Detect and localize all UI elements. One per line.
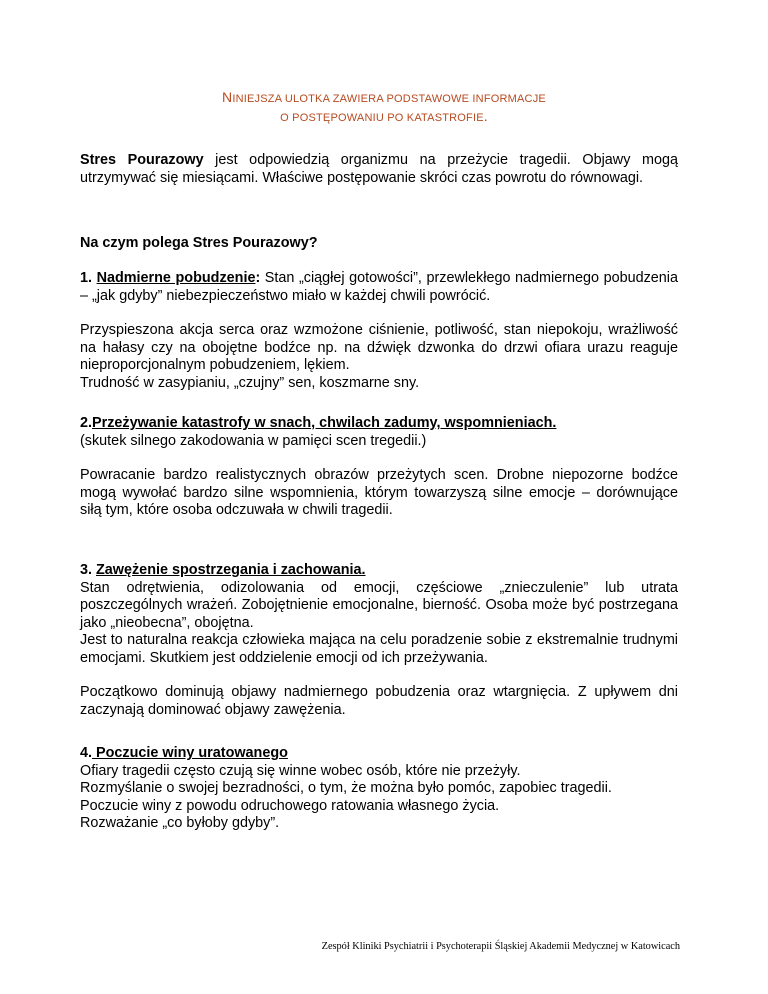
- section-3-explanation: Jest to naturalna reakcja człowieka mająca na celu poradzenie sobie z ekstremalnie trudnymi emocjami. Skutkiem jest oddzielenie emocji od ich przeżywania.: [80, 632, 678, 666]
- intro-paragraph: Stres Pourazowy jest odpowiedzią organizmu na przeżycie tragedii. Objawy mogą utrzymywać się miesiącami. Właściwe postępowanie skróci czas powrotu do równowagi.: [80, 152, 678, 186]
- section-1-heading: Nadmierne pobudzenie: [96, 270, 256, 286]
- section-1: 1. Nadmierne pobudzenie: Stan „ciągłej gotowości”, przewlekłego nadmiernego pobudzenia – „jak gdyby” niebezpieczeństwo miało w każdej chwili powrócić.: [80, 270, 678, 304]
- section-2-details: Powracanie bardzo realistycznych obrazów przeżytych scen. Drobne niepozorne bodźce mogą wywołać bardzo silne wspomnienia, którym towarzyszą silne emocje – dorównujące siłą tym, które osoba odczuwała w chwili tragedii.: [80, 467, 678, 518]
- section-3-heading: Zawężenie spostrzegania i zachowania.: [96, 562, 366, 578]
- section-1-details: Przyspieszona akcja serca oraz wzmożone ciśnienie, potliwość, stan niepokoju, wrażliwość na hałasy czy na obojętne bodźce np. na dźwięk dzwonka do drzwi ofiara urazu reaguje nieproporcjonalnym pobudzeniem, lękiem. Trudność w zasypianiu, „czujny” sen, koszmarne sny.: [80, 322, 678, 391]
- question-heading: Na czym polega Stres Pourazowy?: [80, 235, 318, 251]
- leaflet-title-line-2: O POSTĘPOWANIU PO KATASTROFIE.: [280, 108, 488, 124]
- intro-term: Stres Pourazowy: [80, 152, 204, 168]
- section-3: 3. Zawężenie spostrzegania i zachowania. Stan odrętwienia, odizolowania od emocji, częściowe „znieczulenie” lub utrata poszczególnych wrażeń. Zobojętnienie emocjonalne, bierność. Osoba może być postrzegana jako „nieobecna”, obojętna.: [80, 562, 678, 631]
- section-4-heading: Poczucie winy uratowanego: [92, 745, 288, 761]
- footer-credit: Zespół Kliniki Psychiatrii i Psychoterapii Śląskiej Akademii Medycznej w Katowicach: [321, 941, 680, 952]
- section-4: 4. Poczucie winy uratowanego Ofiary tragedii często czują się winne wobec osób, które nie przeżyły. Rozmyślanie o swojej bezradności, o tym, że można było pomóc, zapobiec tragedii. Poczucie winy z powodu odruchowego ratowania własnego życia. Rozważanie „co byłoby gdyby”.: [80, 745, 612, 831]
- section-3-progression: Początkowo dominują objawy nadmiernego pobudzenia oraz wtargnięcia. Z upływem dni zaczynają dominować objawy zawężenia.: [80, 684, 678, 718]
- section-2-heading: Przeżywanie katastrofy w snach, chwilach zadumy, wspomnieniach.: [92, 415, 557, 431]
- leaflet-title-line-1: NINIEJSZA ULOTKA ZAWIERA PODSTAWOWE INFORMACJE: [222, 89, 546, 105]
- section-2: 2.Przeżywanie katastrofy w snach, chwilach zadumy, wspomnieniach. (skutek silnego zakodowania w pamięci scen tregedii.): [80, 415, 557, 449]
